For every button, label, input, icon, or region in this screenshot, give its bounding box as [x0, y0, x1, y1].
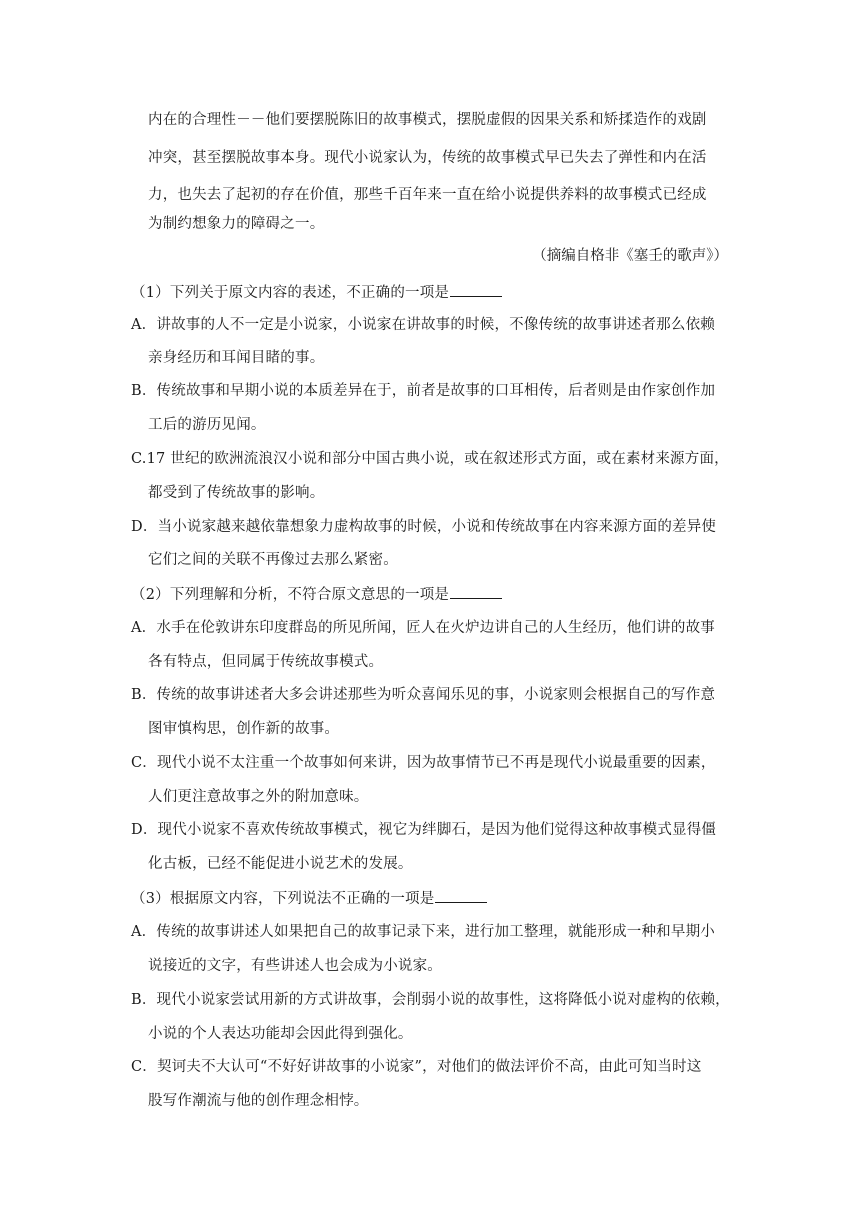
option-a-line2: 各有特点，但同属于传统故事模式。 [148, 654, 384, 670]
option-a-line2: 亲身经历和耳闻目睹的事。 [148, 350, 325, 366]
passage-line: 为制约想象力的障碍之一。 [148, 216, 325, 232]
option-b-line2: 小说的个人表达功能却会因此得到强化。 [148, 1026, 413, 1042]
option-c-line1: C．契诃夫不大认可“不好好讲故事的小说家”，对他们的做法评价不高，由此可知当时这 [131, 1059, 702, 1075]
passage-line: 力，也失去了起初的存在价值，那些千百年来一直在给小说提供养料的故事模式已经成 [148, 187, 707, 203]
option-c-line2: 人们更注意故事之外的附加意味。 [148, 789, 369, 805]
answer-blank [450, 282, 502, 297]
option-b-line1: B．传统故事和早期小说的本质差异在于，前者是故事的口耳相传，后者则是由作家创作加 [131, 383, 716, 399]
option-d-line2: 化古板，已经不能促进小说艺术的发展。 [148, 856, 413, 872]
option-c-line2: 股写作潮流与他的创作理念相悖。 [148, 1093, 369, 1109]
passage-source: （摘编自格非《塞壬的歌声》） [532, 248, 728, 264]
question-stem-text: （1）下列关于原文内容的表述，不正确的一项是 [131, 285, 450, 301]
option-d-line2: 它们之间的关联不再像过去那么紧密。 [148, 552, 398, 568]
option-d-line1: D．当小说家越来越依靠想象力虚构故事的时候，小说和传统故事在内容来源方面的差异使 [131, 519, 717, 535]
option-a-line1: A．水手在伦敦讲东印度群岛的所见所闻，匠人在火炉边讲自己的人生经历，他们讲的故事 [131, 620, 715, 636]
answer-blank [435, 888, 487, 903]
option-a-line1: A．讲故事的人不一定是小说家，小说家在讲故事的时候，不像传统的故事讲述者那么依赖 [131, 317, 715, 333]
question-stem-text: （2）下列理解和分析，不符合原文意思的一项是 [131, 587, 450, 603]
option-b-line1: B．现代小说家尝试用新的方式讲故事，会削弱小说的故事性，这将降低小说对虚构的依赖， [131, 992, 730, 1008]
question-stem-text: （3）根据原文内容，下列说法不正确的一项是 [131, 891, 435, 907]
option-c-line2: 都受到了传统故事的影响。 [148, 485, 325, 501]
option-a-line1: A．传统的故事讲述人如果把自己的故事记录下来，进行加工整理，就能形成一种和早期小 [131, 924, 715, 940]
option-c-line1: C．现代小说不太注重一个故事如何来讲，因为故事情节已不再是现代小说最重要的因素， [131, 755, 716, 771]
option-b-line2: 工后的游历见闻。 [148, 417, 266, 433]
passage-line: 内在的合理性－－他们要摆脱陈旧的故事模式，摆脱虚假的因果关系和矫揉造作的戏剧 [148, 112, 707, 128]
passage-line: 冲突，甚至摆脱故事本身。现代小说家认为，传统的故事模式早已失去了弹性和内在活 [148, 150, 707, 166]
option-d-line1: D．现代小说家不喜欢传统故事模式，视它为绊脚石，是因为他们觉得这种故事模式显得僵 [131, 822, 717, 838]
option-b-line2: 图审慎构思，创作新的故事。 [148, 721, 340, 737]
question-stem [131, 584, 502, 605]
option-c-line1: C.17 世纪的欧洲流浪汉小说和部分中国古典小说，或在叙述形式方面，或在素材来源方面， [131, 451, 729, 467]
option-a-line2: 说接近的文字，有些讲述人也会成为小说家。 [148, 958, 442, 974]
answer-blank [450, 584, 502, 599]
option-b-line1: B．传统的故事讲述者大多会讲述那些为听众喜闻乐见的事，小说家则会根据自己的写作意 [131, 687, 716, 703]
question-stem [131, 888, 487, 909]
question-stem [131, 282, 502, 303]
